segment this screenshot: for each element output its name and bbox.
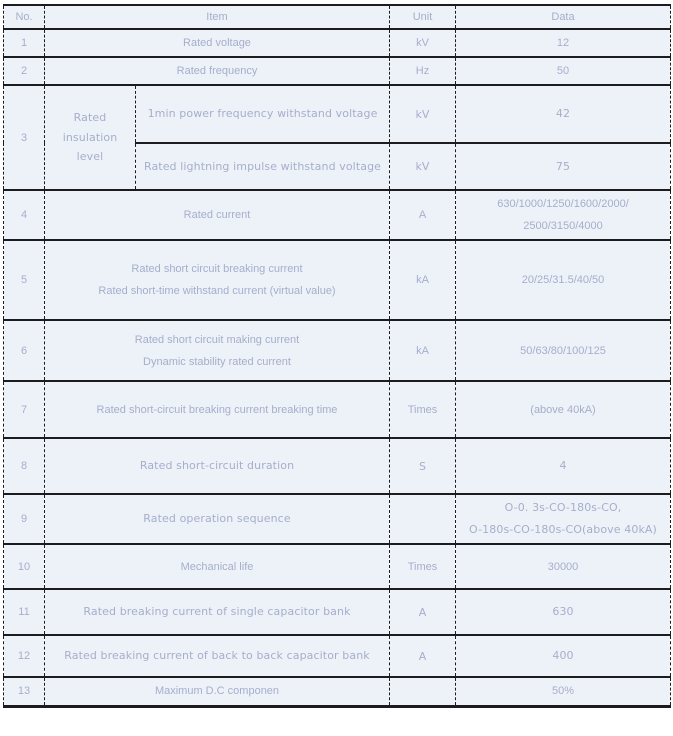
table-row [4,589,671,635]
item-cell-line: Rated short-circuit breaking current breaking time [96,403,338,416]
item-cell [45,677,390,706]
data-cell-line: 30000 [547,560,579,573]
item-cell-line: Rated short-circuit duration [139,459,295,472]
no-cell: 1 [4,29,45,57]
data-cell-line: 50% [551,685,575,698]
col-header-no: No. [4,5,45,29]
no-cell: 9 [4,494,45,544]
data-cell [456,544,671,589]
item-cell [45,635,390,677]
data-cell [456,381,671,438]
item-cell-line: Maximum D.C componen [154,685,280,698]
table-row [4,544,671,589]
data-cell-line: 400 [552,649,574,662]
table-row [4,494,671,544]
data-cell [456,494,671,544]
data-cell-line: 630 [552,605,574,618]
unit-cell: Hz [390,57,456,85]
item-cell-line: Mechanical life [180,560,254,573]
table-row [4,438,671,494]
unit-cell: kV [390,29,456,57]
no-cell: 4 [4,190,45,240]
group-cell: Rated insulation level [45,85,136,190]
item-cell-line: Rated short circuit breaking current [131,263,303,275]
data-cell-line: 4 [559,459,567,472]
item-cell [136,85,390,143]
table-row [4,381,671,438]
item-cell-line: Rated short circuit making current [134,333,300,346]
item-cell [45,438,390,494]
item-cell [45,381,390,438]
no-cell: 2 [4,57,45,85]
no-cell: 5 [4,240,45,320]
item-cell-line: Dynamic stability rated current [143,355,291,368]
item-cell-line: Rated breaking current of single capacitor bank [83,605,351,618]
item-cell-line: Rated short-time withstand current (virtual value) [98,285,336,297]
no-cell: 13 [4,677,45,706]
no-cell: 8 [4,438,45,494]
data-cell-line: O-180s-CO-180s-CO(above 40kA) [469,523,657,536]
data-cell-line: 50 [556,65,570,77]
data-cell [456,677,671,706]
no-cell: 12 [4,635,45,677]
item-cell-line: Rated operation sequence [143,512,291,525]
table-row [4,57,671,85]
col-header-item: Item [45,5,390,29]
unit-cell: A [390,190,456,240]
header-row [4,5,671,29]
data-cell [456,85,671,143]
table-row [4,635,671,677]
item-cell [45,494,390,544]
table-row [4,190,671,240]
item-cell [45,57,390,85]
table-row [4,85,671,143]
unit-cell: A [390,589,456,635]
data-cell [456,190,671,240]
table-row [4,677,671,706]
col-header-unit: Unit [390,5,456,29]
unit-cell: kA [390,320,456,381]
item-cell-line: Rated voltage [183,37,251,49]
data-cell [456,143,671,190]
col-header-data: Data [456,5,671,29]
item-cell [136,143,390,190]
data-cell [456,589,671,635]
item-cell [45,589,390,635]
item-cell [45,240,390,320]
data-cell [456,635,671,677]
table-row [4,320,671,381]
data-cell [456,438,671,494]
no-cell: 11 [4,589,45,635]
unit-cell: kA [390,240,456,320]
item-cell-line: Rated frequency [176,65,258,77]
no-cell: 7 [4,381,45,438]
item-cell-line: Rated breaking current of back to back capacitor bank [64,649,370,662]
no-cell: 6 [4,320,45,381]
data-cell-line: 50/63/80/100/125 [520,344,606,357]
unit-cell [390,494,456,544]
table-row [4,240,671,320]
data-cell-line: 20/25/31.5/40/50 [521,274,605,286]
unit-cell: S [390,438,456,494]
data-cell-line: O-0. 3s-CO-180s-CO, [504,501,622,514]
unit-cell: Times [390,381,456,438]
unit-cell: Times [390,544,456,589]
unit-cell: kV [390,85,456,143]
item-cell [45,190,390,240]
no-cell: 3 [4,85,45,190]
data-cell-line: 630/1000/1250/1600/2000/ [497,198,629,210]
unit-cell: A [390,635,456,677]
no-cell: 10 [4,544,45,589]
item-cell [45,29,390,57]
unit-cell: kV [390,143,456,190]
data-cell-line: 12 [556,37,570,49]
item-cell [45,544,390,589]
item-cell-line: Rated current [183,209,251,221]
data-cell-line: (above 40kA) [530,403,596,416]
data-cell [456,320,671,381]
data-cell [456,29,671,57]
table-row [4,29,671,57]
data-cell-line: 42 [555,107,571,120]
spec-table [3,4,671,708]
item-cell [45,320,390,381]
data-cell [456,57,671,85]
unit-cell [390,677,456,706]
item-cell-line: 1min power frequency withstand voltage [147,107,378,120]
data-cell-line: 2500/3150/4000 [523,220,603,232]
data-cell-line: 75 [555,159,571,173]
item-cell-line: Rated lightning impulse withstand voltage [143,159,382,173]
data-cell [456,240,671,320]
